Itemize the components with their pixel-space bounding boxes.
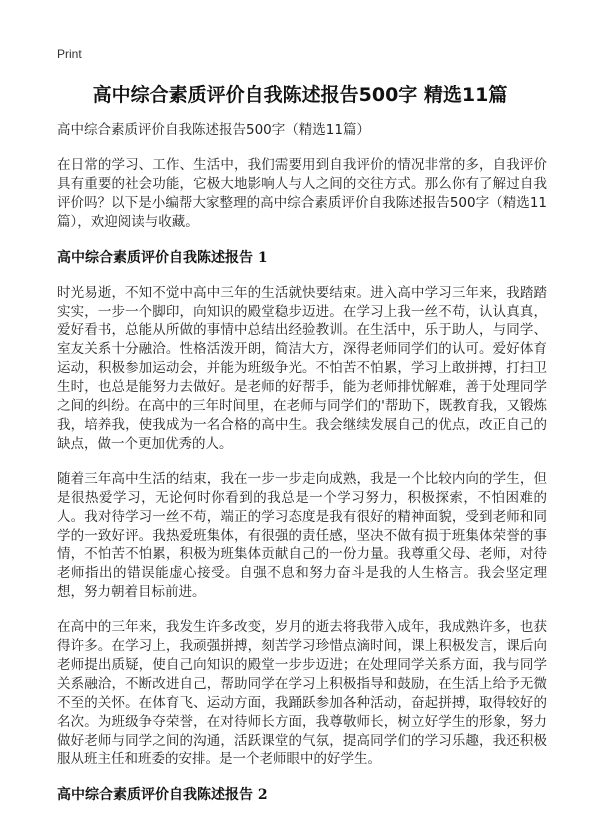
section-heading-1: [57, 248, 547, 268]
section-1-paragraph-3: 在高中的三年来，我发生许多改变，岁月的逝去将我带入成年，我成熟许多，也获得许多。在学习上，我顽强拼搏，刻苦学习珍惜点滴时间，课上积极发言，课后向老师提出质疑，使自己向知识的殿堂一步步迈进；在处理同学关系方面，我与同学关系融洽，不断改进自己，帮助同学在学习上积极指导和鼓励，在生活上给予无微不至的关怀。在体育飞、运动方面，我踊跃参加各种活动，奋起拼搏，取得较好的名次。为班级争夺荣誉，在对待师长方面，我尊敬师长，树立好学生的形象，努力做好老师与同学之间的沟通，活跃课堂的气氛，提高同学们的学习乐趣，我还积极服从班主任和班委的安排。是一个老师眼中的好学生。: [57, 619, 547, 768]
page-title: 高中综合素质评价自我陈述报告500字 精选11篇: [92, 84, 508, 106]
section-heading-number: 2: [257, 787, 268, 804]
intro-paragraph: 在日常的学习、工作、生活中，我们需要用到自我评价的情况非常的多，自我评价具有重要的社会功能，它极大地影响人与人之间的交往方式。那么你有了解过自我评价吗？以下是小编帮大家整理的高中综合素质评价自我陈述报告500字（精选11篇），欢迎阅读与收藏。: [57, 157, 547, 230]
section-heading-2: [57, 785, 547, 805]
section-heading-text: 高中综合素质评价自我陈述报告: [57, 249, 253, 266]
section-1-paragraph-2: 随着三年高中生活的结束，我在一步一步走向成熟，我是一个比较内向的学生，但是很热爱学习，无论何时你看到的我总是一个学习努力，积极探索，不怕困难的人。我对待学习一丝不苟，端正的学习态度是我有很好的精神面貌，受到老师和同学的一致好评。我热爱班集体，有很强的责任感，坚决不做有损于班集体荣誉的事情，不怕苦不怕累，积极为班集体贡献自己的一份力量。我尊重父母、老师，对待老师指出的错误能虚心接受。自强不息和努力奋斗是我的人生格言。我会坚定理想，努力朝着目标前进。: [57, 470, 547, 601]
article-subtitle: 高中综合素质评价自我陈述报告500字（精选11篇）: [57, 122, 370, 138]
section-heading-text: 高中综合素质评价自我陈述报告: [57, 787, 253, 804]
section-heading-number: 1: [257, 249, 268, 266]
section-1-paragraph-1: 时光易逝，不知不觉中高中三年的生活就快要结束。进入高中学习三年来，我踏踏实实，一步一个脚印，向知识的殿堂稳步迈进。在学习上我一丝不苟，认认真真，爱好看书，总能从所做的事情中总结出经验教训。在生活中，乐于助人，与同学、室友关系十分融洽。性格活泼开朗，简洁大方，深得老师同学们的认可。爱好体育运动，积极参加运动会，并能为班级争光。不怕苦不怕累，学习上敢拼搏，打扫卫生时，也总是能努力去做好。是老师的好帮手，能为老师排忧解难，善于处理同学之间的纠纷。在高中的三年时间里，在老师与同学们的'帮助下，既教育我，又锻炼我，培养我，使我成为一名合格的高中生。我会继续发展自己的优点，改正自己的缺点，做一个更加优秀的人。: [57, 284, 547, 452]
article-body: [57, 120, 547, 821]
print-link[interactable]: Print: [57, 47, 82, 61]
